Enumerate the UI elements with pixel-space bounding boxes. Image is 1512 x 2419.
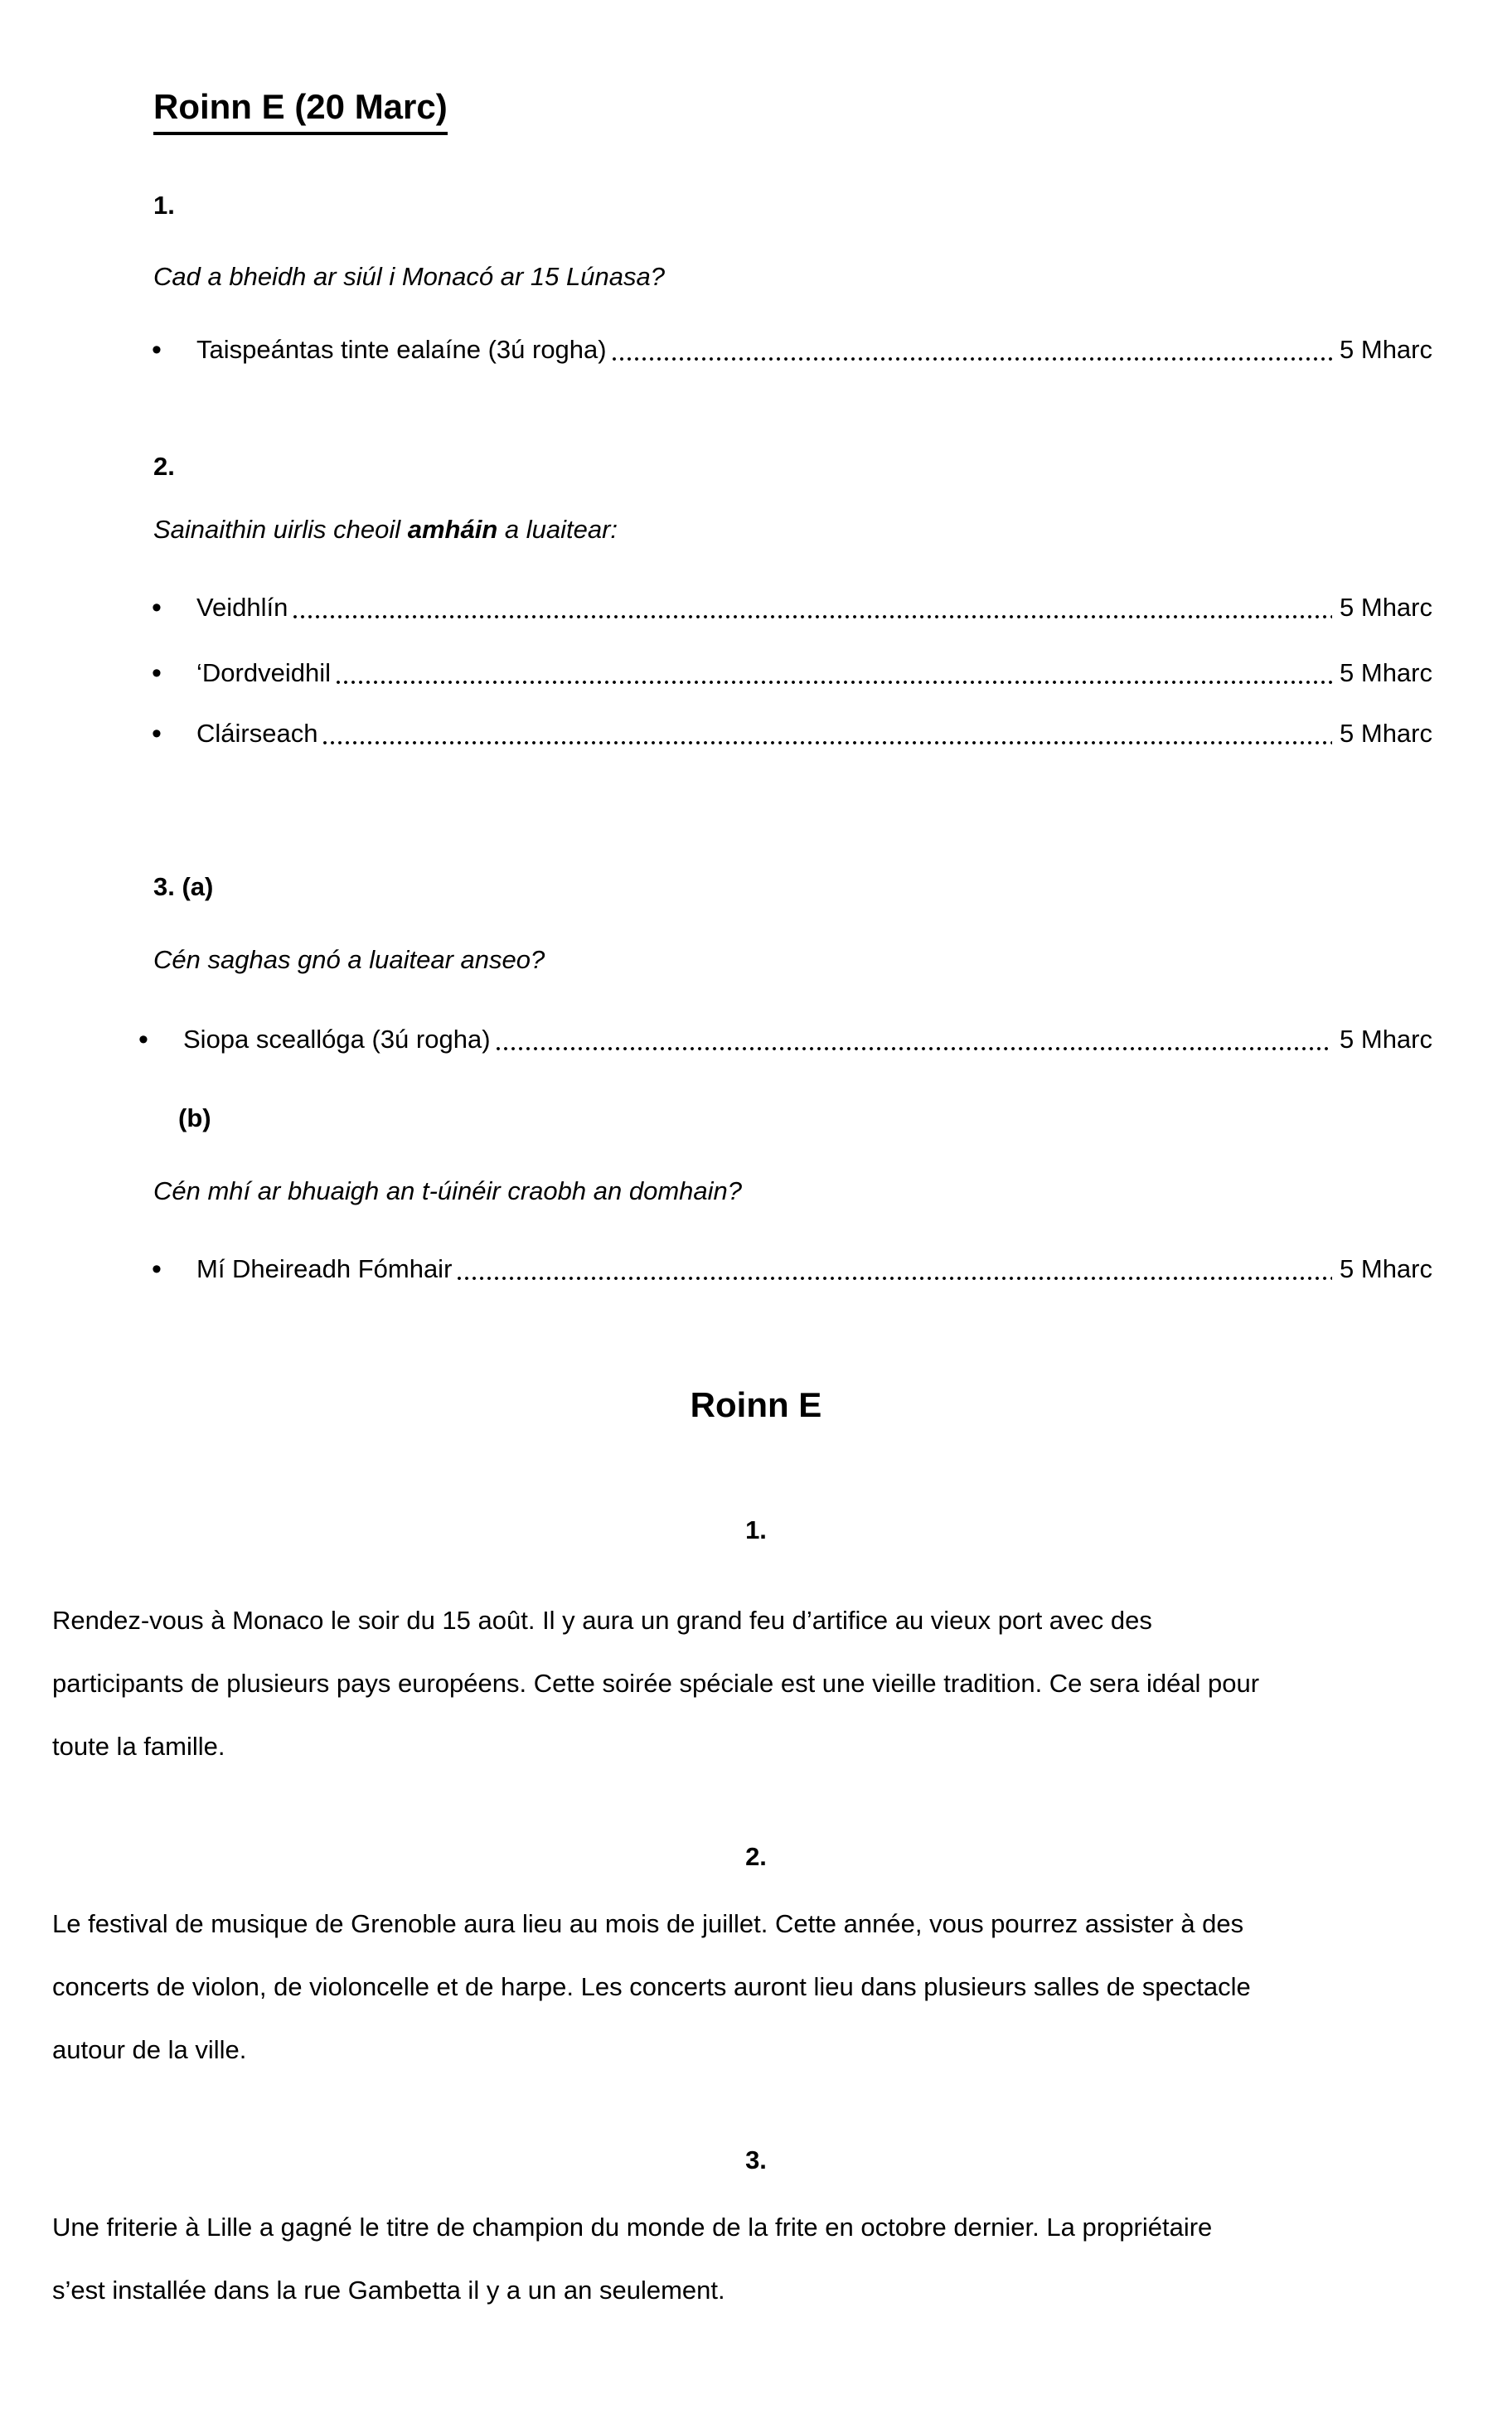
question-2-bold: amháin — [407, 515, 498, 544]
paragraph-line: autour de la ville. — [52, 2035, 247, 2064]
answer-item — [152, 718, 1432, 750]
dotted-leader — [336, 657, 1332, 690]
dotted-leader — [293, 592, 1332, 624]
paragraph-1 — [52, 1589, 1404, 1778]
answer-item — [138, 1024, 1432, 1056]
item-number-3a: 3. (a) — [153, 872, 214, 901]
answer-label: Cláirseach — [196, 719, 318, 748]
question-2-pre: Sainaithin uirlis cheoil — [153, 515, 408, 544]
paragraph-line: toute la famille. — [52, 1732, 225, 1761]
paragraph-line: participants de plusieurs pays européens. Cette soirée spéciale est une vieille tradition. Ce sera idéal pour — [52, 1669, 1260, 1698]
question-1: Cad a bheidh ar siúl i Monacó ar 15 Lúnasa? — [153, 262, 665, 291]
paragraph-line: Rendez-vous à Monaco le soir du 15 août. Il y aura un grand feu d’artifice au vieux port avec des — [52, 1606, 1152, 1635]
question-3b: Cén mhí ar bhuaigh an t-úinéir craobh an domhain? — [153, 1176, 743, 1205]
answer-label: Siopa sceallóga (3ú rogha) — [183, 1025, 491, 1054]
bullet-icon — [152, 718, 196, 750]
item-number-3b: (b) — [178, 1103, 211, 1132]
paragraph-line: Le festival de musique de Grenoble aura lieu au mois de juillet. Cette année, vous pourrez assister à des — [52, 1909, 1244, 1938]
question-2 — [153, 514, 1512, 545]
question-3a: Cén saghas gnó a luaitear anseo? — [153, 945, 545, 974]
section-b-title: Roinn E — [690, 1385, 822, 1424]
question-2-post: a luaitear: — [497, 515, 618, 544]
answer-item — [152, 657, 1432, 690]
bullet-icon — [152, 334, 196, 366]
paragraph-line: Une friterie à Lille a gagné le titre de champion du monde de la frite en octobre dernier. La propriétaire — [52, 2213, 1213, 2242]
answer-item — [152, 1253, 1432, 1286]
dotted-leader — [457, 1253, 1332, 1286]
bullet-icon — [152, 1253, 196, 1286]
item-number-1: 1. — [153, 191, 175, 220]
paragraph-3 — [52, 2196, 1404, 2322]
answer-label: Taispeántas tinte ealaíne (3ú rogha) — [196, 335, 607, 364]
paragraph-line: s’est installée dans la rue Gambetta il y a un an seulement. — [52, 2276, 725, 2305]
marks-label: 5 Mharc — [1340, 335, 1432, 364]
answer-label: Mí Dheireadh Fómhair — [196, 1254, 453, 1283]
marks-label: 5 Mharc — [1340, 1025, 1432, 1054]
bullet-icon — [152, 657, 196, 690]
bullet-icon — [138, 1024, 183, 1056]
answer-item — [152, 334, 1432, 366]
answer-item — [152, 592, 1432, 624]
section-a-title — [153, 86, 1512, 135]
bullet-icon — [152, 592, 196, 624]
dotted-leader — [496, 1024, 1332, 1056]
dotted-leader — [322, 718, 1332, 750]
dotted-leader — [612, 334, 1332, 366]
paragraph-2 — [52, 1893, 1404, 2082]
marks-label: 5 Mharc — [1340, 593, 1432, 622]
paragraph-number-3: 3. — [745, 2145, 767, 2174]
marks-label: 5 Mharc — [1340, 719, 1432, 748]
paragraph-number-2: 2. — [745, 1842, 767, 1871]
answer-label: Veidhlín — [196, 593, 288, 622]
paragraph-number-1: 1. — [745, 1515, 767, 1544]
section-a-title-text: Roinn E (20 Marc) — [153, 86, 448, 135]
marks-label: 5 Mharc — [1340, 1254, 1432, 1283]
answer-label: ‘Dordveidhil — [196, 658, 331, 687]
item-number-2: 2. — [153, 452, 175, 481]
marks-label: 5 Mharc — [1340, 658, 1432, 687]
paragraph-line: concerts de violon, de violoncelle et de harpe. Les concerts auront lieu dans plusieurs salles de spectacle — [52, 1972, 1251, 2001]
